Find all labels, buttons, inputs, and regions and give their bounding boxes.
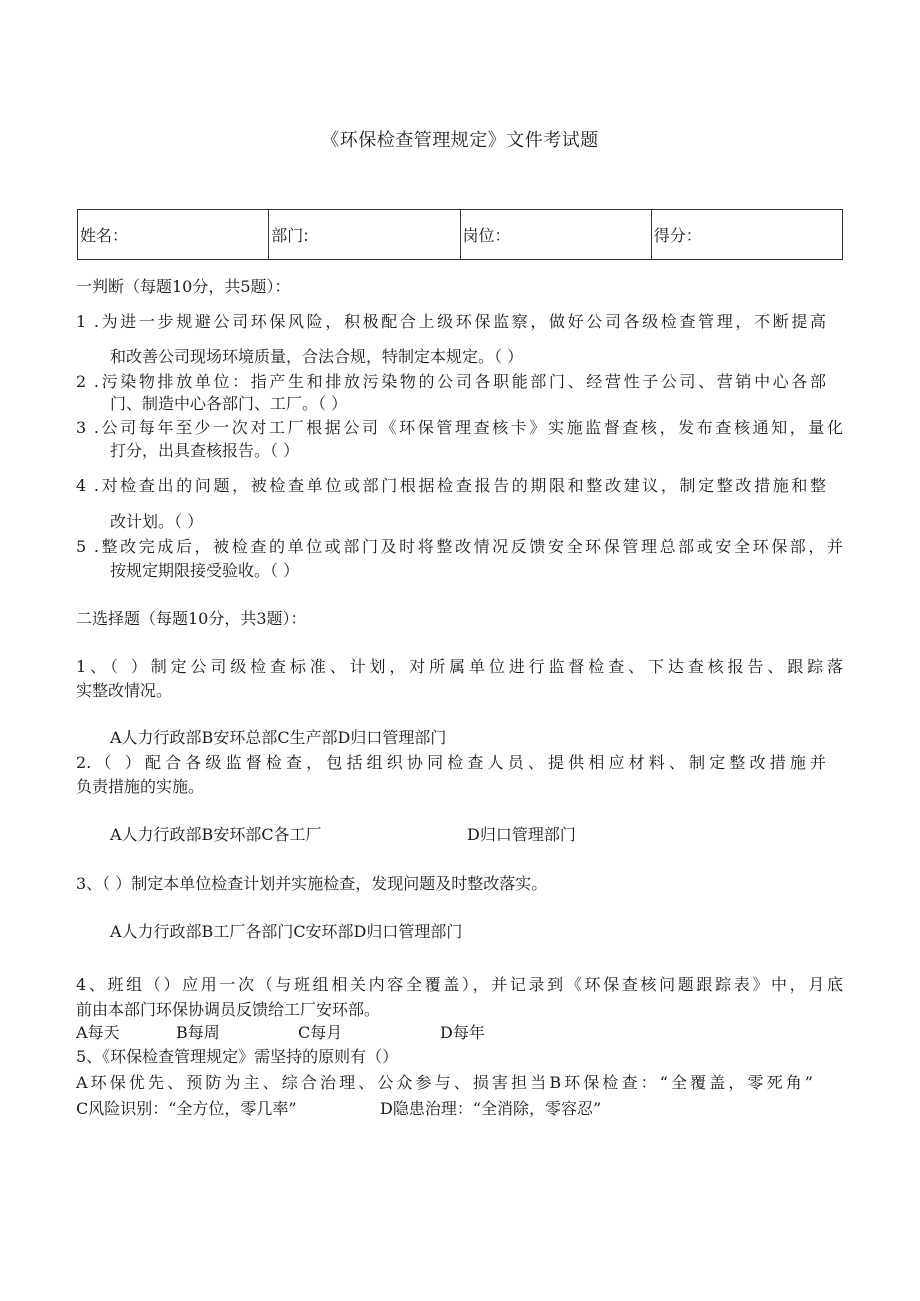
choice-q5-options-ab: A环保优先、预防为主、综合治理、公众参与、损害担当B环保检查：“全覆盖，零死角” (76, 1073, 813, 1092)
choice-q4-line1: 4、班组（）应用一次（与班组相关内容全覆盖），并记录到《环保查核问题跟踪表》中，月底 (76, 975, 843, 994)
judge-q4-line1: 4 .对检查出的问题，被检查单位或部门根据检查报告的期限和整改建议，制定整改措施和整 (76, 476, 826, 495)
judge-q3-line1: 3 .公司每年至少一次对工厂根据公司《环保管理查核卡》实施监督查核，发布查核通知，量化 (76, 418, 843, 437)
choice-q2-options-abc: A人力行政部B安环部C各工厂 (110, 825, 322, 844)
choice-q5-line1: 5、《环保检查管理规定》需坚持的原则有（） (76, 1047, 399, 1066)
judge-q2-line1: 2 .污染物排放单位：指产生和排放污染物的公司各职能部门、经营性子公司、营销中心各部 (76, 372, 826, 391)
judge-q1-line1: 1 .为进一步规避公司环保风险，积极配合上级环保监察，做好公司各级检查管理，不断提高 (76, 312, 826, 331)
info-table (77, 209, 843, 260)
choice-q4-option-d: D每年 (440, 1023, 485, 1042)
judge-q3-line2: 打分，出具查核报告。（ ） (110, 441, 300, 460)
judge-q4-line2: 改计划。（ ） (110, 512, 204, 531)
judge-q5-line1: 5 .整改完成后，被检查的单位或部门及时将整改情况反馈安全环保管理总部或安全环保部，并 (76, 537, 843, 556)
score-field[interactable]: 得分： (651, 210, 842, 259)
page-title: 《环保检查管理规定》文件考试题 (321, 130, 599, 151)
section1-heading: 一判断（每题10分，共5题）： (76, 277, 291, 296)
choice-q5-option-d: D隐患治理：“全消除，零容忍” (380, 1099, 602, 1118)
name-field[interactable]: 姓名： (80, 226, 129, 245)
post-field[interactable]: 岗位： (460, 210, 651, 259)
choice-q4-line2: 前由本部门环保协调员反馈给工厂安环部。 (76, 1000, 381, 1019)
choice-q3-options: A人力行政部B工厂各部门C安环部D归口管理部门 (110, 922, 463, 941)
choice-q5-option-c: C风险识别：“全方位，零几率” (76, 1099, 297, 1118)
judge-q5-line2: 按规定期限接受验收。（ ） (110, 561, 300, 580)
choice-q4-option-a: A每天 (76, 1023, 120, 1042)
section2-heading: 二选择题（每题10分，共3题）： (76, 609, 307, 628)
choice-q3-line1: 3、（ ）制定本单位检查计划并实施检查，发现问题及时整改落实。 (76, 874, 548, 893)
dept-field[interactable]: 部门: (268, 210, 459, 259)
choice-q2-line2: 负责措施的实施。 (76, 777, 205, 796)
judge-q2-line2: 门、制造中心各部门、工厂。（ ） (110, 394, 348, 413)
choice-q1-line1: 1、（ ）制定公司级检查标准、计划，对所属单位进行监督检查、下达查核报告、跟踪落 (76, 657, 843, 676)
choice-q2-line1: 2.（ ）配合各级监督检查，包括组织协同检查人员、提供相应材料、制定整改措施并 (76, 753, 826, 772)
choice-q1-line2: 实整改情况。 (76, 681, 173, 700)
judge-q1-line2: 和改善公司现场环境质量，合法合规，特制定本规定。（ ） (110, 347, 524, 366)
choice-q4-option-c: C每月 (298, 1023, 343, 1042)
choice-q1-options: A人力行政部B安环总部C生产部D归口管理部门 (110, 728, 447, 747)
choice-q2-option-d: D归口管理部门 (467, 825, 576, 844)
choice-q4-option-b: B每周 (176, 1023, 220, 1042)
